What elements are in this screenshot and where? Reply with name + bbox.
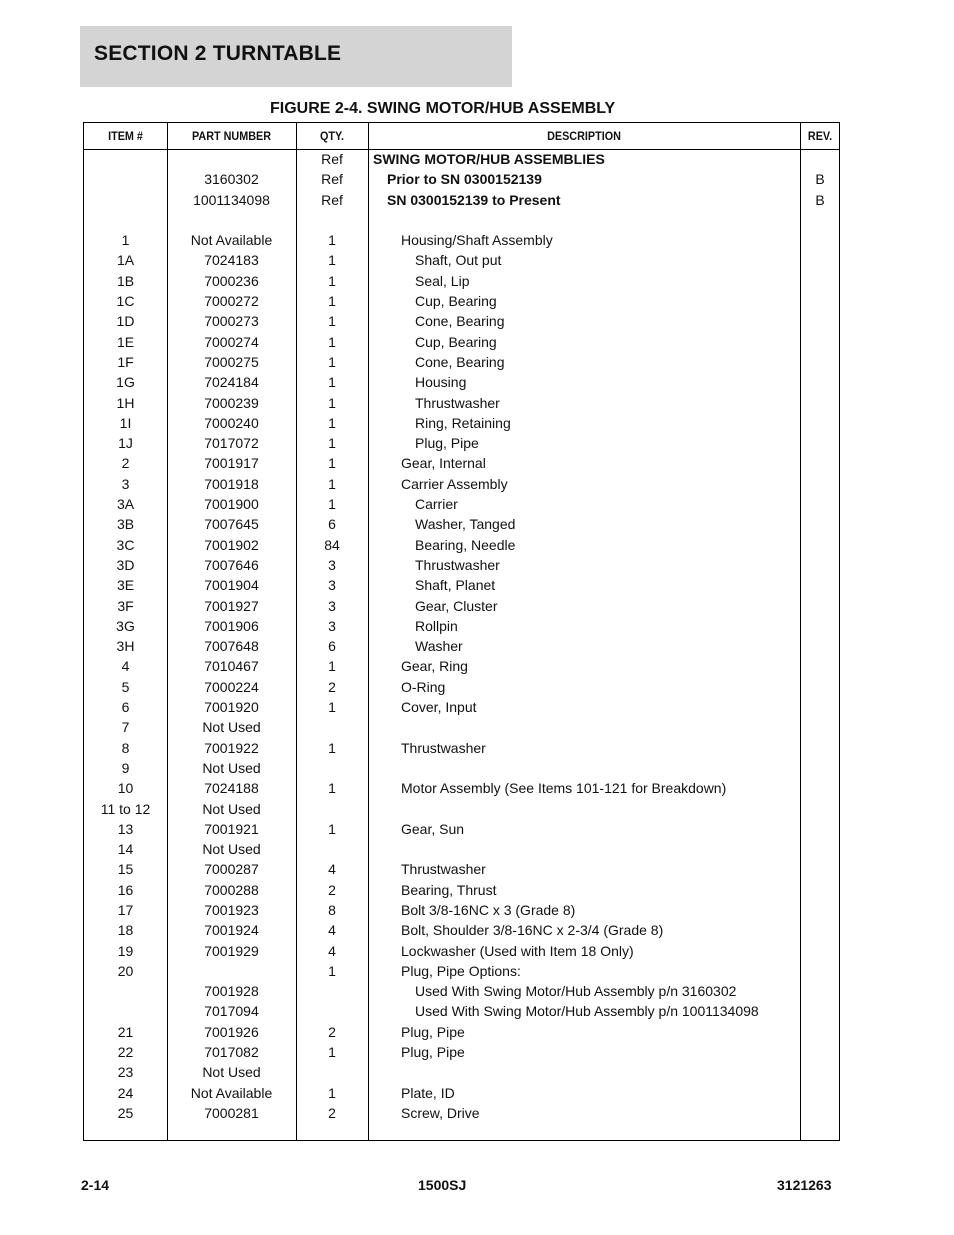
qty-cell: 1	[328, 820, 336, 837]
part-number-cell: 7001922	[204, 739, 259, 756]
qty-cell: 3	[328, 617, 336, 634]
qty-cell: 1	[328, 475, 336, 492]
table-row	[84, 981, 839, 1001]
qty-cell: 4	[328, 942, 336, 959]
table-row	[84, 393, 839, 413]
description-cell: Carrier	[415, 496, 458, 513]
qty-cell: 1	[328, 658, 336, 675]
item-cell: 19	[117, 942, 134, 959]
table-row	[84, 311, 839, 331]
part-number-cell: 7024188	[204, 780, 259, 797]
footer-page-number: 2-14	[81, 1177, 110, 1193]
part-number-cell: 7000236	[204, 272, 259, 289]
item-cell: 4	[121, 658, 130, 675]
item-cell: 7	[121, 719, 130, 736]
item-cell: 1J	[118, 435, 133, 452]
table-row	[84, 819, 839, 839]
part-number-cell: 7001917	[204, 455, 259, 472]
footer-doc-number: 3121263	[777, 1177, 832, 1193]
item-cell: 24	[117, 1084, 134, 1101]
item-cell: 3G	[116, 617, 135, 634]
part-number-cell: 7001904	[204, 577, 259, 594]
header-rev: REV.	[807, 129, 833, 143]
table-row	[84, 352, 839, 372]
description-cell: Cone, Bearing	[415, 313, 505, 330]
description-cell: SN 0300152139 to Present	[387, 191, 561, 208]
item-cell: 6	[121, 699, 130, 716]
item-cell: 8	[121, 739, 130, 756]
part-number-cell: 3160302	[204, 171, 259, 188]
qty-cell: 1	[328, 272, 336, 289]
table-row	[84, 717, 839, 737]
table-row	[84, 1103, 839, 1123]
description-cell: Used With Swing Motor/Hub Assembly p/n 3160302	[415, 983, 737, 1000]
part-number-cell: 7017094	[204, 1003, 259, 1020]
qty-cell: 6	[328, 638, 336, 655]
part-number-cell: 7017082	[204, 1044, 259, 1061]
table-row	[84, 514, 839, 534]
item-cell: 9	[121, 759, 130, 776]
part-number-cell: Not Used	[202, 719, 261, 736]
part-number-cell: 7000287	[204, 861, 259, 878]
table-row	[84, 1042, 839, 1062]
qty-cell: 8	[328, 901, 336, 918]
qty-cell: 2	[328, 1104, 336, 1121]
table-row	[84, 271, 839, 291]
description-cell: Carrier Assembly	[401, 475, 508, 492]
item-cell: 3D	[116, 556, 135, 573]
description-cell: Cover, Input	[401, 699, 477, 716]
item-cell: 22	[117, 1044, 134, 1061]
item-cell: 1D	[116, 313, 135, 330]
table-row	[84, 941, 839, 961]
section-title: SECTION 2 TURNTABLE	[94, 42, 342, 65]
item-cell: 10	[117, 780, 134, 797]
item-cell: 17	[117, 901, 134, 918]
table-row	[84, 413, 839, 433]
description-cell: Shaft, Planet	[415, 577, 496, 594]
part-number-cell: 7000288	[204, 881, 259, 898]
part-number-cell: 7001902	[204, 536, 259, 553]
description-cell: Housing	[415, 374, 467, 391]
description-cell: Plug, Pipe	[401, 1044, 465, 1061]
description-cell: Gear, Sun	[401, 820, 465, 837]
qty-cell: Ref	[321, 171, 343, 188]
table-row	[84, 859, 839, 879]
description-cell: Thrustwasher	[401, 739, 486, 756]
part-number-cell: 7000272	[204, 293, 259, 310]
qty-cell: 2	[328, 881, 336, 898]
item-cell: 1	[121, 232, 130, 249]
qty-cell: 84	[324, 536, 340, 553]
description-cell: Bolt, Shoulder 3/8-16NC x 2-3/4 (Grade 8)	[401, 922, 664, 939]
qty-cell: 1	[328, 293, 336, 310]
table-row	[84, 677, 839, 697]
description-cell: Housing/Shaft Assembly	[401, 232, 553, 249]
part-number-cell: 7001928	[204, 983, 259, 1000]
item-cell: 3C	[116, 536, 135, 553]
item-cell: 1A	[116, 252, 135, 269]
description-cell: Plug, Pipe	[415, 435, 479, 452]
item-cell: 1G	[116, 374, 135, 391]
qty-cell: 1	[328, 313, 336, 330]
part-number-cell: 7000240	[204, 414, 259, 431]
header-part-number: PART NUMBER	[191, 129, 272, 143]
footer-model: 1500SJ	[418, 1177, 467, 1193]
part-number-cell: 7007645	[204, 516, 259, 533]
part-number-cell: 7017072	[204, 435, 259, 452]
part-number-cell: 7001918	[204, 475, 259, 492]
table-row	[84, 758, 839, 778]
part-number-cell: 7000239	[204, 394, 259, 411]
part-number-cell: Not Used	[202, 759, 261, 776]
description-cell: Lockwasher (Used with Item 18 Only)	[401, 942, 634, 959]
table-row	[84, 535, 839, 555]
item-cell: 21	[117, 1023, 134, 1040]
description-cell: Thrustwasher	[415, 556, 500, 573]
item-cell: 15	[117, 861, 134, 878]
part-number-cell: 7001926	[204, 1023, 259, 1040]
qty-cell: 3	[328, 556, 336, 573]
description-cell: Plate, ID	[401, 1084, 455, 1101]
part-number-cell: 7001927	[204, 597, 259, 614]
item-cell: 1C	[116, 293, 135, 310]
table-row	[84, 839, 839, 859]
parts-table	[83, 122, 840, 1141]
part-number-cell: 7000224	[204, 678, 259, 695]
description-cell: Gear, Internal	[401, 455, 486, 472]
table-row	[84, 210, 839, 230]
description-cell: Bearing, Thrust	[401, 881, 497, 898]
description-cell: Cup, Bearing	[415, 293, 497, 310]
part-number-cell: 7000273	[204, 313, 259, 330]
table-row	[84, 1062, 839, 1082]
description-cell: Motor Assembly (See Items 101-121 for Breakdown)	[401, 780, 727, 797]
qty-cell: 1	[328, 739, 336, 756]
qty-cell: Ref	[321, 191, 343, 208]
part-number-cell: 7010467	[204, 658, 259, 675]
table-row	[84, 291, 839, 311]
description-cell: Washer	[415, 638, 463, 655]
qty-cell: 1	[328, 232, 336, 249]
description-cell: Thrustwasher	[401, 861, 486, 878]
qty-cell: 1	[328, 962, 336, 979]
part-number-cell: Not Used	[202, 841, 261, 858]
item-cell: 3H	[116, 638, 135, 655]
part-number-cell: 7001906	[204, 617, 259, 634]
qty-cell: 1	[328, 455, 336, 472]
qty-cell: 1	[328, 1084, 336, 1101]
item-cell: 3F	[117, 597, 134, 614]
table-row	[84, 738, 839, 758]
part-number-cell: 7001921	[204, 820, 259, 837]
part-number-cell: 7024184	[204, 374, 259, 391]
qty-cell: 1	[328, 496, 336, 513]
table-row	[84, 230, 839, 250]
description-cell: Shaft, Out put	[415, 252, 502, 269]
part-number-cell: Not Available	[190, 1084, 273, 1101]
item-cell: 3	[121, 475, 130, 492]
description-cell: Thrustwasher	[415, 394, 500, 411]
part-number-cell: 7024183	[204, 252, 259, 269]
table-row	[84, 149, 839, 169]
description-cell: Gear, Cluster	[415, 597, 498, 614]
table-row	[84, 250, 839, 270]
item-cell: 3A	[116, 496, 135, 513]
table-row	[84, 190, 839, 210]
description-cell: Screw, Drive	[401, 1104, 480, 1121]
part-number-cell: 7001923	[204, 901, 259, 918]
description-cell: Ring, Retaining	[415, 414, 511, 431]
item-cell: 11 to 12	[100, 800, 151, 817]
table-row	[84, 961, 839, 981]
qty-cell: 3	[328, 577, 336, 594]
rev-cell: B	[815, 171, 825, 188]
qty-cell: 4	[328, 861, 336, 878]
item-cell: 16	[117, 881, 134, 898]
description-cell: Bolt 3/8-16NC x 3 (Grade 8)	[401, 901, 576, 918]
table-row	[84, 332, 839, 352]
part-number-cell: 7001900	[204, 496, 259, 513]
part-number-cell: 7007648	[204, 638, 259, 655]
description-cell: SWING MOTOR/HUB ASSEMBLIES	[373, 151, 605, 167]
table-body	[84, 149, 839, 1123]
table-row	[84, 494, 839, 514]
item-cell: 20	[117, 962, 134, 979]
part-number-cell: Not Used	[202, 800, 261, 817]
item-cell: 3E	[116, 577, 135, 594]
section-banner	[80, 26, 512, 87]
table-row	[84, 636, 839, 656]
table-row	[84, 1022, 839, 1042]
part-number-cell: 7001929	[204, 942, 259, 959]
header-qty: QTY.	[319, 129, 344, 143]
table-row	[84, 799, 839, 819]
part-number-cell: Not Available	[190, 232, 273, 249]
table-row	[84, 596, 839, 616]
description-cell: Rollpin	[415, 617, 458, 634]
part-number-cell: 7001924	[204, 922, 259, 939]
qty-cell: Ref	[321, 151, 343, 167]
table-row	[84, 433, 839, 453]
table-row	[84, 372, 839, 392]
item-cell: 13	[117, 820, 134, 837]
qty-cell: 4	[328, 922, 336, 939]
item-cell: 2	[121, 455, 130, 472]
item-cell: 1E	[116, 333, 135, 350]
table-row	[84, 1083, 839, 1103]
item-cell: 5	[121, 678, 130, 695]
part-number-cell: 7000275	[204, 353, 259, 370]
item-cell: 14	[117, 841, 134, 858]
header-description: DESCRIPTION	[547, 129, 621, 143]
header-item: ITEM #	[108, 129, 143, 143]
table-row	[84, 1001, 839, 1021]
part-number-cell: 7001920	[204, 699, 259, 716]
rev-cell: B	[815, 191, 825, 208]
table-row	[84, 474, 839, 494]
description-cell: Prior to SN 0300152139	[387, 171, 542, 188]
figure-title: FIGURE 2-4. SWING MOTOR/HUB ASSEMBLY	[270, 100, 616, 117]
qty-cell: 1	[328, 353, 336, 370]
description-cell: Cup, Bearing	[415, 333, 497, 350]
item-cell: 1H	[116, 394, 135, 411]
table-row	[84, 656, 839, 676]
table-row	[84, 169, 839, 189]
item-cell: 25	[117, 1104, 134, 1121]
qty-cell: 1	[328, 780, 336, 797]
item-cell: 1I	[119, 414, 132, 431]
description-cell: Bearing, Needle	[415, 536, 516, 553]
qty-cell: 1	[328, 252, 336, 269]
part-number-cell: Not Used	[202, 1064, 261, 1081]
qty-cell: 6	[328, 516, 336, 533]
qty-cell: 1	[328, 699, 336, 716]
qty-cell: 1	[328, 414, 336, 431]
qty-cell: 1	[328, 394, 336, 411]
description-cell: Plug, Pipe	[401, 1023, 465, 1040]
description-cell: Gear, Ring	[401, 658, 468, 675]
description-cell: Used With Swing Motor/Hub Assembly p/n 1001134098	[415, 1003, 759, 1020]
description-cell: Cone, Bearing	[415, 353, 505, 370]
description-cell: Seal, Lip	[415, 272, 470, 289]
description-cell: Washer, Tanged	[415, 516, 516, 533]
qty-cell: 1	[328, 333, 336, 350]
item-cell: 18	[117, 922, 134, 939]
qty-cell: 1	[328, 435, 336, 452]
part-number-cell: 7000281	[204, 1104, 259, 1121]
table-row	[84, 920, 839, 940]
item-cell: 23	[117, 1064, 134, 1081]
table-row	[84, 575, 839, 595]
part-number-cell: 7007646	[204, 556, 259, 573]
table-row	[84, 453, 839, 473]
description-cell: O-Ring	[401, 678, 446, 695]
description-cell: Plug, Pipe Options:	[401, 962, 521, 979]
item-cell: 1B	[116, 272, 135, 289]
part-number-cell: 7000274	[204, 333, 259, 350]
table-row	[84, 697, 839, 717]
part-number-cell: 1001134098	[193, 191, 270, 208]
table-row	[84, 900, 839, 920]
table-row	[84, 880, 839, 900]
qty-cell: 2	[328, 678, 336, 695]
table-row	[84, 555, 839, 575]
qty-cell: 3	[328, 597, 336, 614]
qty-cell: 2	[328, 1023, 336, 1040]
qty-cell: 1	[328, 374, 336, 391]
item-cell: 3B	[116, 516, 135, 533]
item-cell: 1F	[117, 353, 134, 370]
qty-cell: 1	[328, 1044, 336, 1061]
table-row	[84, 616, 839, 636]
table-row	[84, 778, 839, 798]
